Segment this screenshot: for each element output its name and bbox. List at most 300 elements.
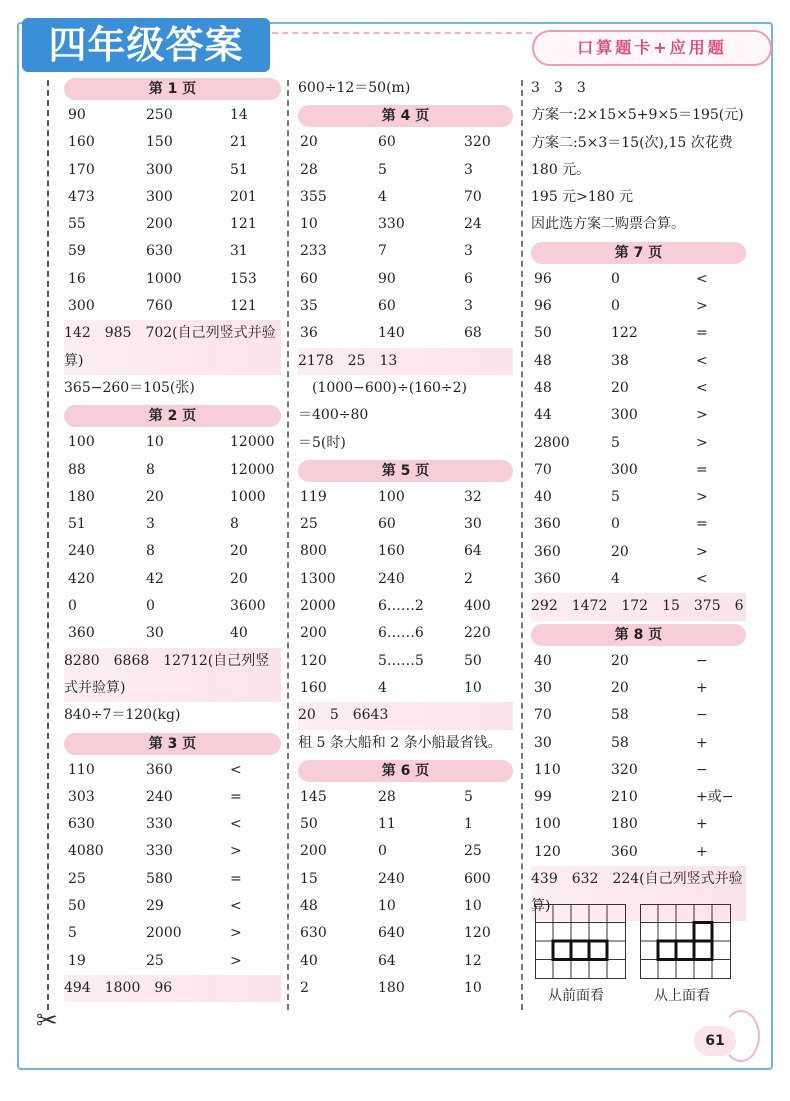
- answer-cell: 40: [534, 652, 552, 669]
- answer-row: [531, 730, 746, 757]
- answer-cell: 160: [68, 134, 95, 151]
- answer-cell: 20: [146, 488, 164, 505]
- answer-cell: >: [230, 925, 242, 942]
- answer-cell: 60: [378, 298, 396, 315]
- answer-cell: 59: [68, 243, 86, 260]
- answer-line: 3 3 3: [531, 80, 586, 96]
- top-view-grid: [640, 904, 732, 980]
- page-section-header: 第 8 页: [531, 624, 746, 646]
- answer-cell: 24: [464, 216, 482, 233]
- answer-column-3: [531, 75, 746, 921]
- answer-row: [298, 211, 513, 238]
- answer-cell: 580: [146, 870, 173, 887]
- answer-cell: 28: [300, 161, 318, 178]
- page-section-header: 第 4 页: [298, 105, 513, 127]
- page-section-header: 第 3 页: [64, 733, 281, 755]
- answer-cell: 121: [230, 216, 257, 233]
- answer-cell: 90: [378, 270, 396, 287]
- answer-cell: 88: [68, 461, 86, 478]
- answer-row: [64, 102, 281, 129]
- cut-line: [47, 80, 49, 1010]
- answer-line-highlighted: 142 985 702(自己列竖式并验算): [64, 320, 281, 375]
- answer-cell: 170: [68, 161, 95, 178]
- answer-cell: 360: [534, 516, 561, 533]
- page-section-header: 第 1 页: [64, 78, 281, 100]
- answer-cell: <: [696, 379, 708, 396]
- answer-cell: 29: [146, 898, 164, 915]
- answer-cell: 42: [146, 570, 164, 587]
- answer-cell: 70: [534, 707, 552, 724]
- answer-cell: 25: [464, 843, 482, 860]
- answer-line-highlighted: 20 5 6643: [298, 702, 513, 729]
- answer-cell: 40: [230, 625, 248, 642]
- answer-cell: 300: [68, 298, 95, 315]
- answer-line: 方案二:5×3＝15(次),15 次花费 180 元。: [531, 134, 733, 178]
- answer-row: [531, 402, 746, 429]
- answer-cell: 1000: [230, 488, 266, 505]
- answer-cell: 38: [611, 352, 629, 369]
- answer-cell: 300: [146, 161, 173, 178]
- answer-cell: +: [696, 734, 708, 751]
- book-title: 口算题卡+应用题: [532, 30, 772, 66]
- answer-cell: −: [696, 761, 708, 778]
- answer-cell: 3600: [230, 598, 266, 615]
- answer-row: [298, 811, 513, 838]
- answer-cell: 3: [464, 243, 473, 260]
- answer-cell: 8: [146, 543, 155, 560]
- answer-cell: 20: [611, 379, 629, 396]
- answer-cell: >: [230, 952, 242, 969]
- answer-cell: 1: [464, 816, 473, 833]
- answer-cell: 19: [68, 952, 86, 969]
- answer-cell: 36: [300, 325, 318, 342]
- answer-cell: 360: [534, 571, 561, 588]
- answer-cell: 5: [68, 925, 77, 942]
- answer-row: [298, 293, 513, 320]
- grade-answer-badge: 四年级答案: [22, 18, 270, 72]
- answer-cell: 320: [611, 761, 638, 778]
- answer-cell: 240: [378, 870, 405, 887]
- answer-cell: +: [696, 843, 708, 860]
- answer-cell: 300: [611, 461, 638, 478]
- answer-cell: 210: [611, 789, 638, 806]
- answer-row: [298, 893, 513, 920]
- answer-cell: 25: [146, 952, 164, 969]
- answer-row: [64, 538, 281, 565]
- answer-cell: 5: [611, 434, 620, 451]
- answer-cell: 64: [464, 543, 482, 560]
- answer-cell: 10: [378, 898, 396, 915]
- answer-cell: 119: [300, 488, 327, 505]
- answer-cell: 48: [534, 379, 552, 396]
- answer-line: 195 元>180 元: [531, 189, 634, 206]
- answer-row: [64, 429, 281, 456]
- answer-cell: 200: [300, 843, 327, 860]
- answer-cell: 25: [68, 870, 86, 887]
- answer-cell: 2: [300, 979, 309, 996]
- answer-row: [298, 511, 513, 538]
- answer-cell: 90: [68, 107, 86, 123]
- answer-cell: 120: [464, 925, 491, 942]
- answer-cell: 21: [230, 134, 248, 151]
- answer-cell: =: [230, 870, 242, 887]
- scissors-icon: ✂: [36, 1006, 58, 1036]
- answer-cell: 44: [534, 407, 552, 424]
- answer-cell: 220: [464, 625, 491, 642]
- answer-row: [64, 184, 281, 211]
- page-section-header: 第 6 页: [298, 760, 513, 782]
- answer-cell: 12: [464, 952, 482, 969]
- answer-line: 因此选方案二购票合算。: [531, 216, 685, 233]
- answer-cell: 6: [464, 270, 473, 287]
- answer-cell: 14: [230, 107, 248, 123]
- answer-cell: 20: [300, 134, 318, 151]
- answer-row: [531, 375, 746, 402]
- answer-cell: <: [230, 816, 242, 833]
- answer-cell: 0: [611, 270, 620, 287]
- answer-cell: 420: [68, 570, 95, 587]
- answer-cell: 99: [534, 789, 552, 806]
- answer-cell: 120: [534, 843, 561, 860]
- answer-cell: 48: [534, 352, 552, 369]
- answer-cell: 122: [611, 325, 638, 342]
- answer-row: [64, 566, 281, 593]
- answer-cell: 20: [611, 679, 629, 696]
- answer-cell: 50: [534, 325, 552, 342]
- answer-row: [298, 866, 513, 893]
- answer-cell: 3: [464, 298, 473, 315]
- answer-row: [64, 838, 281, 865]
- answer-row: [298, 238, 513, 265]
- answer-cell: 800: [300, 543, 327, 560]
- answer-cell: 12000: [230, 434, 275, 451]
- answer-cell: 60: [378, 516, 396, 533]
- answer-cell: 58: [611, 707, 629, 724]
- answer-cell: 16: [68, 270, 86, 287]
- answer-row: [531, 348, 746, 375]
- answer-row: [531, 484, 746, 511]
- answer-cell: 1000: [146, 270, 182, 287]
- answer-cell: <: [230, 761, 242, 778]
- answer-cell: 5……5: [378, 652, 424, 669]
- answer-cell: 330: [378, 216, 405, 233]
- answer-cell: 30: [534, 734, 552, 751]
- answer-cell: =: [696, 516, 708, 533]
- answer-cell: 201: [230, 188, 257, 205]
- answer-cell: 5: [378, 161, 387, 178]
- column-divider-2: [521, 80, 523, 1010]
- answer-cell: 4: [611, 571, 620, 588]
- answer-cell: 120: [300, 652, 327, 669]
- answer-cell: 30: [534, 679, 552, 696]
- column-divider-1: [287, 80, 289, 1010]
- answer-cell: 233: [300, 243, 327, 260]
- answer-row: [531, 511, 746, 538]
- answer-line: 600÷12＝50(m): [298, 80, 411, 96]
- answer-cell: >: [696, 407, 708, 424]
- answer-cell: <: [230, 898, 242, 915]
- answer-row: [531, 430, 746, 457]
- answer-row: [64, 893, 281, 920]
- answer-cell: 2: [464, 570, 473, 587]
- answer-cell: 28: [378, 788, 396, 805]
- answer-cell: 355: [300, 188, 327, 205]
- answer-row: [64, 866, 281, 893]
- answer-cell: 473: [68, 188, 95, 205]
- answer-cell: 250: [146, 107, 173, 123]
- answer-row: [531, 457, 746, 484]
- answer-row: [298, 157, 513, 184]
- answer-row: [531, 839, 746, 866]
- answer-cell: 400: [464, 598, 491, 615]
- answer-cell: 70: [464, 188, 482, 205]
- answer-cell: 96: [534, 270, 552, 287]
- answer-cell: 200: [146, 216, 173, 233]
- answer-cell: >: [696, 489, 708, 506]
- answer-cell: 330: [146, 816, 173, 833]
- answer-cell: 150: [146, 134, 173, 151]
- answer-cell: 3: [146, 516, 155, 533]
- answer-cell: 10: [464, 898, 482, 915]
- answer-cell: 40: [534, 489, 552, 506]
- answer-cell: 300: [146, 188, 173, 205]
- answer-row: [298, 266, 513, 293]
- answer-cell: 0: [68, 598, 77, 615]
- answer-row: [298, 184, 513, 211]
- answer-cell: 10: [300, 216, 318, 233]
- answer-cell: 240: [378, 570, 405, 587]
- answer-line: 840÷7＝120(kg): [64, 707, 181, 724]
- answer-cell: 4080: [68, 843, 104, 860]
- answer-cell: 180: [378, 979, 405, 996]
- answer-row: [298, 320, 513, 347]
- answer-cell: 630: [146, 243, 173, 260]
- answer-cell: 360: [534, 543, 561, 560]
- answer-cell: −: [696, 652, 708, 669]
- answer-cell: 200: [300, 625, 327, 642]
- answer-row: [64, 620, 281, 647]
- answer-row: [531, 266, 746, 293]
- answer-row: [298, 920, 513, 947]
- answer-row: [298, 129, 513, 156]
- answer-cell: 32: [464, 488, 482, 505]
- answer-row: [64, 757, 281, 784]
- answer-row: [298, 675, 513, 702]
- answer-row: [64, 920, 281, 947]
- answer-cell: <: [696, 571, 708, 588]
- answer-cell: 51: [68, 516, 86, 533]
- answer-cell: 7: [378, 243, 387, 260]
- answer-cell: 70: [534, 461, 552, 478]
- answer-row: [64, 266, 281, 293]
- answer-cell: 48: [300, 898, 318, 915]
- answer-cell: 600: [464, 870, 491, 887]
- answer-row: [64, 457, 281, 484]
- answer-row: [531, 293, 746, 320]
- answer-cell: 55: [68, 216, 86, 233]
- answer-cell: 140: [378, 325, 405, 342]
- answer-cell: 360: [611, 843, 638, 860]
- answer-cell: +: [696, 679, 708, 696]
- answer-row: [298, 648, 513, 675]
- answer-cell: 0: [146, 598, 155, 615]
- answer-cell: 5: [464, 788, 473, 805]
- answer-row: [64, 211, 281, 238]
- header-dashline: [272, 32, 532, 34]
- answer-cell: 160: [300, 679, 327, 696]
- answer-row: [531, 648, 746, 675]
- answer-row: [298, 948, 513, 975]
- answer-cell: 2000: [300, 598, 336, 615]
- answer-cell: 30: [146, 625, 164, 642]
- answer-line-highlighted: 292 1472 172 15 375 6: [531, 593, 746, 620]
- answer-cell: 20: [611, 652, 629, 669]
- top-view-label: 从上面看: [654, 988, 710, 1004]
- answer-row: [64, 129, 281, 156]
- answer-cell: 100: [534, 816, 561, 833]
- answer-cell: 50: [300, 816, 318, 833]
- answer-cell: 5: [611, 489, 620, 506]
- answer-cell: 110: [68, 761, 95, 778]
- answer-cell: >: [230, 843, 242, 860]
- answer-cell: 2000: [146, 925, 182, 942]
- answer-cell: 160: [378, 543, 405, 560]
- answer-cell: 360: [68, 625, 95, 642]
- answer-cell: +: [696, 816, 708, 833]
- answer-cell: 10: [464, 979, 482, 996]
- answer-cell: >: [696, 543, 708, 560]
- page-number: 61: [694, 1026, 736, 1056]
- answer-cell: 25: [300, 516, 318, 533]
- answer-row: [531, 675, 746, 702]
- answer-cell: 10: [146, 434, 164, 451]
- answer-cell: 153: [230, 270, 257, 287]
- answer-row: [531, 320, 746, 347]
- answer-line: 365−260＝105(张): [64, 379, 195, 396]
- answer-cell: 96: [534, 298, 552, 315]
- answer-cell: 6……2: [378, 598, 424, 615]
- answer-row: [64, 238, 281, 265]
- answer-row: [531, 757, 746, 784]
- answer-row: [64, 811, 281, 838]
- answer-cell: 6……6: [378, 625, 424, 642]
- answer-cell: 330: [146, 843, 173, 860]
- answer-cell: 180: [68, 488, 95, 505]
- answer-row: [531, 566, 746, 593]
- answer-row: [531, 702, 746, 729]
- answer-cell: 51: [230, 161, 248, 178]
- answer-cell: 360: [146, 761, 173, 778]
- answer-row: [64, 293, 281, 320]
- answer-row: [64, 511, 281, 538]
- answer-line: 租 5 条大船和 2 条小船最省钱。: [298, 734, 502, 751]
- answer-line-highlighted: 439 632 224(自己列竖式并验算): [531, 866, 746, 921]
- answer-cell: 630: [68, 816, 95, 833]
- answer-cell: >: [696, 434, 708, 451]
- answer-row: [531, 811, 746, 838]
- answer-row: [531, 539, 746, 566]
- answer-cell: 240: [146, 788, 173, 805]
- answer-cell: 4: [378, 188, 387, 205]
- answer-cell: 3: [464, 161, 473, 178]
- answer-cell: 58: [611, 734, 629, 751]
- answer-row: [298, 975, 513, 1002]
- answer-cell: <: [696, 352, 708, 369]
- answer-cell: 10: [464, 679, 482, 696]
- page-section-header: 第 5 页: [298, 460, 513, 482]
- front-view-grid: [535, 904, 627, 980]
- answer-cell: 0: [611, 298, 620, 315]
- answer-line-highlighted: 2178 25 13: [298, 348, 513, 375]
- answer-cell: 15: [300, 870, 318, 887]
- answer-cell: 630: [300, 925, 327, 942]
- answer-cell: −: [696, 707, 708, 724]
- answer-cell: 145: [300, 788, 327, 805]
- answer-cell: 31: [230, 243, 248, 260]
- answer-row: [64, 484, 281, 511]
- answer-line: 方案一:2×15×5+9×5＝195(元): [531, 107, 744, 124]
- answer-row: [298, 838, 513, 865]
- answer-cell: 300: [611, 407, 638, 424]
- answer-cell: 50: [68, 898, 86, 915]
- answer-line-highlighted: 494 1800 96: [64, 975, 281, 1002]
- answer-cell: 180: [611, 816, 638, 833]
- answer-cell: 11: [378, 816, 396, 833]
- answer-row: [298, 593, 513, 620]
- answer-cell: <: [696, 270, 708, 287]
- page-section-header: 第 2 页: [64, 405, 281, 427]
- answer-cell: 1300: [300, 570, 336, 587]
- answer-cell: 40: [300, 952, 318, 969]
- answer-cell: 20: [611, 543, 629, 560]
- answer-cell: 121: [230, 298, 257, 315]
- answer-row: [298, 538, 513, 565]
- answer-cell: 12000: [230, 461, 275, 478]
- answer-cell: 100: [68, 434, 95, 451]
- answer-line: ＝5(时): [298, 434, 346, 451]
- answer-cell: 60: [378, 134, 396, 151]
- answer-cell: 0: [611, 516, 620, 533]
- answer-row: [531, 784, 746, 811]
- answer-cell: 0: [378, 843, 387, 860]
- answer-row: [298, 566, 513, 593]
- answer-cell: 30: [464, 516, 482, 533]
- answer-line-highlighted: 8280 6868 12712(自己列竖式并验算): [64, 648, 281, 703]
- answer-row: [64, 157, 281, 184]
- answer-cell: 60: [300, 270, 318, 287]
- answer-row: [64, 784, 281, 811]
- answer-cell: 110: [534, 761, 561, 778]
- answer-cell: 68: [464, 325, 482, 342]
- answer-cell: 35: [300, 298, 318, 315]
- answer-cell: +或−: [696, 789, 734, 806]
- answer-line: (1000−600)÷(160÷2): [298, 379, 468, 396]
- answer-cell: 240: [68, 543, 95, 560]
- answer-row: [298, 620, 513, 647]
- answer-cell: 760: [146, 298, 173, 315]
- answer-cell: 8: [146, 461, 155, 478]
- answer-line: ＝400÷80: [298, 407, 369, 424]
- answer-column-2: [298, 75, 513, 1002]
- answer-row: [64, 593, 281, 620]
- page-section-header: 第 7 页: [531, 242, 746, 264]
- answer-cell: =: [696, 325, 708, 342]
- answer-cell: 4: [378, 679, 387, 696]
- answer-cell: 50: [464, 652, 482, 669]
- answer-cell: 303: [68, 788, 95, 805]
- answer-cell: 8: [230, 516, 239, 533]
- answer-cell: 320: [464, 134, 491, 151]
